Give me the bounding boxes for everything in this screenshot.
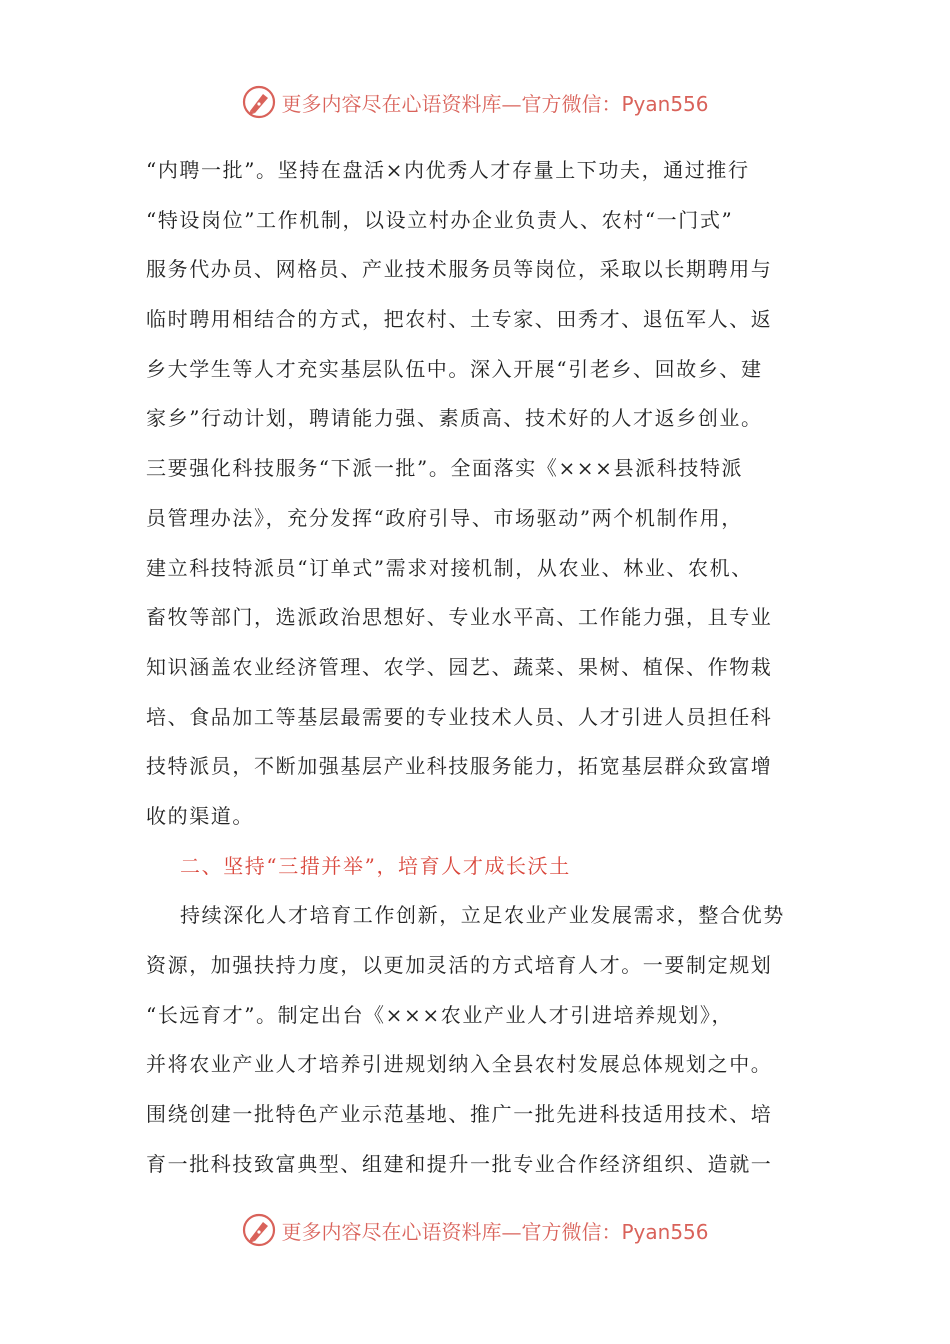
pen-nib-logo-icon [241, 1212, 277, 1248]
body-line: 畜牧等部门，选派政治思想好、专业水平高、工作能力强，且专业 [146, 605, 773, 630]
body-line: 知识涵盖农业经济管理、农学、园艺、蔬菜、果树、植保、作物栽 [146, 654, 773, 679]
body-line: 乡大学生等人才充实基层队伍中。深入开展“引老乡、回故乡、建 [146, 356, 763, 381]
banner-text: 更多内容尽在心语资料库—官方微信： [281, 91, 622, 116]
body-line: 家乡”行动计划，聘请能力强、素质高、技术好的人才返乡创业。 [146, 406, 763, 431]
document-body [146, 146, 806, 1189]
body-line: “特设岗位”工作机制，以设立村办企业负责人、农村“一门式” [146, 207, 734, 232]
banner-text: 更多内容尽在心语资料库—官方微信： [281, 1219, 622, 1244]
banner-wechat-id: Pyan556 [621, 1219, 709, 1244]
body-line: “内聘一批”。坚持在盘活×内优秀人才存量上下功夫，通过推行 [146, 158, 750, 182]
body-line: 三要强化科技服务“下派一批”。全面落实《×××县派科技特派 [146, 456, 744, 481]
body-line: “长远育才”。制定出台《×××农业产业人才引进培养规划》， [146, 1002, 734, 1027]
body-line: 培、食品加工等基层最需要的专业技术人员、人才引进人员担任科 [146, 704, 773, 729]
header-banner [0, 82, 950, 122]
body-line: 技特派员，不断加强基层产业科技服务能力，拓宽基层群众致富增 [146, 754, 773, 779]
pen-nib-logo-icon [241, 84, 277, 120]
body-line: 育一批科技致富典型、组建和提升一批专业合作经济组织、造就一 [146, 1151, 773, 1176]
body-line: 员管理办法》，充分发挥“政府引导、市场驱动”两个机制作用， [146, 505, 743, 530]
body-line: 服务代办员、网格员、产业技术服务员等岗位，采取以长期聘用与 [146, 257, 773, 282]
footer-banner [0, 1210, 950, 1250]
banner-wechat-id: Pyan556 [621, 91, 709, 116]
body-line: 围绕创建一批特色产业示范基地、推广一批先进科技适用技术、培 [146, 1102, 773, 1127]
body-line: 并将农业产业人才培养引进规划纳入全县农村发展总体规划之中。 [146, 1052, 773, 1077]
body-line: 收的渠道。 [146, 803, 254, 828]
body-line: 持续深化人才培育工作创新，立足农业产业发展需求，整合优势 [180, 903, 785, 928]
body-line: 临时聘用相结合的方式，把农村、土专家、田秀才、退伍军人、返 [146, 307, 773, 332]
section-heading: 二、坚持“三措并举”，培育人才成长沃土 [180, 853, 571, 878]
body-line: 资源，加强扶持力度，以更加灵活的方式培育人才。一要制定规划 [146, 953, 773, 977]
body-line: 建立科技特派员“订单式”需求对接机制，从农业、林业、农机、 [146, 555, 753, 580]
